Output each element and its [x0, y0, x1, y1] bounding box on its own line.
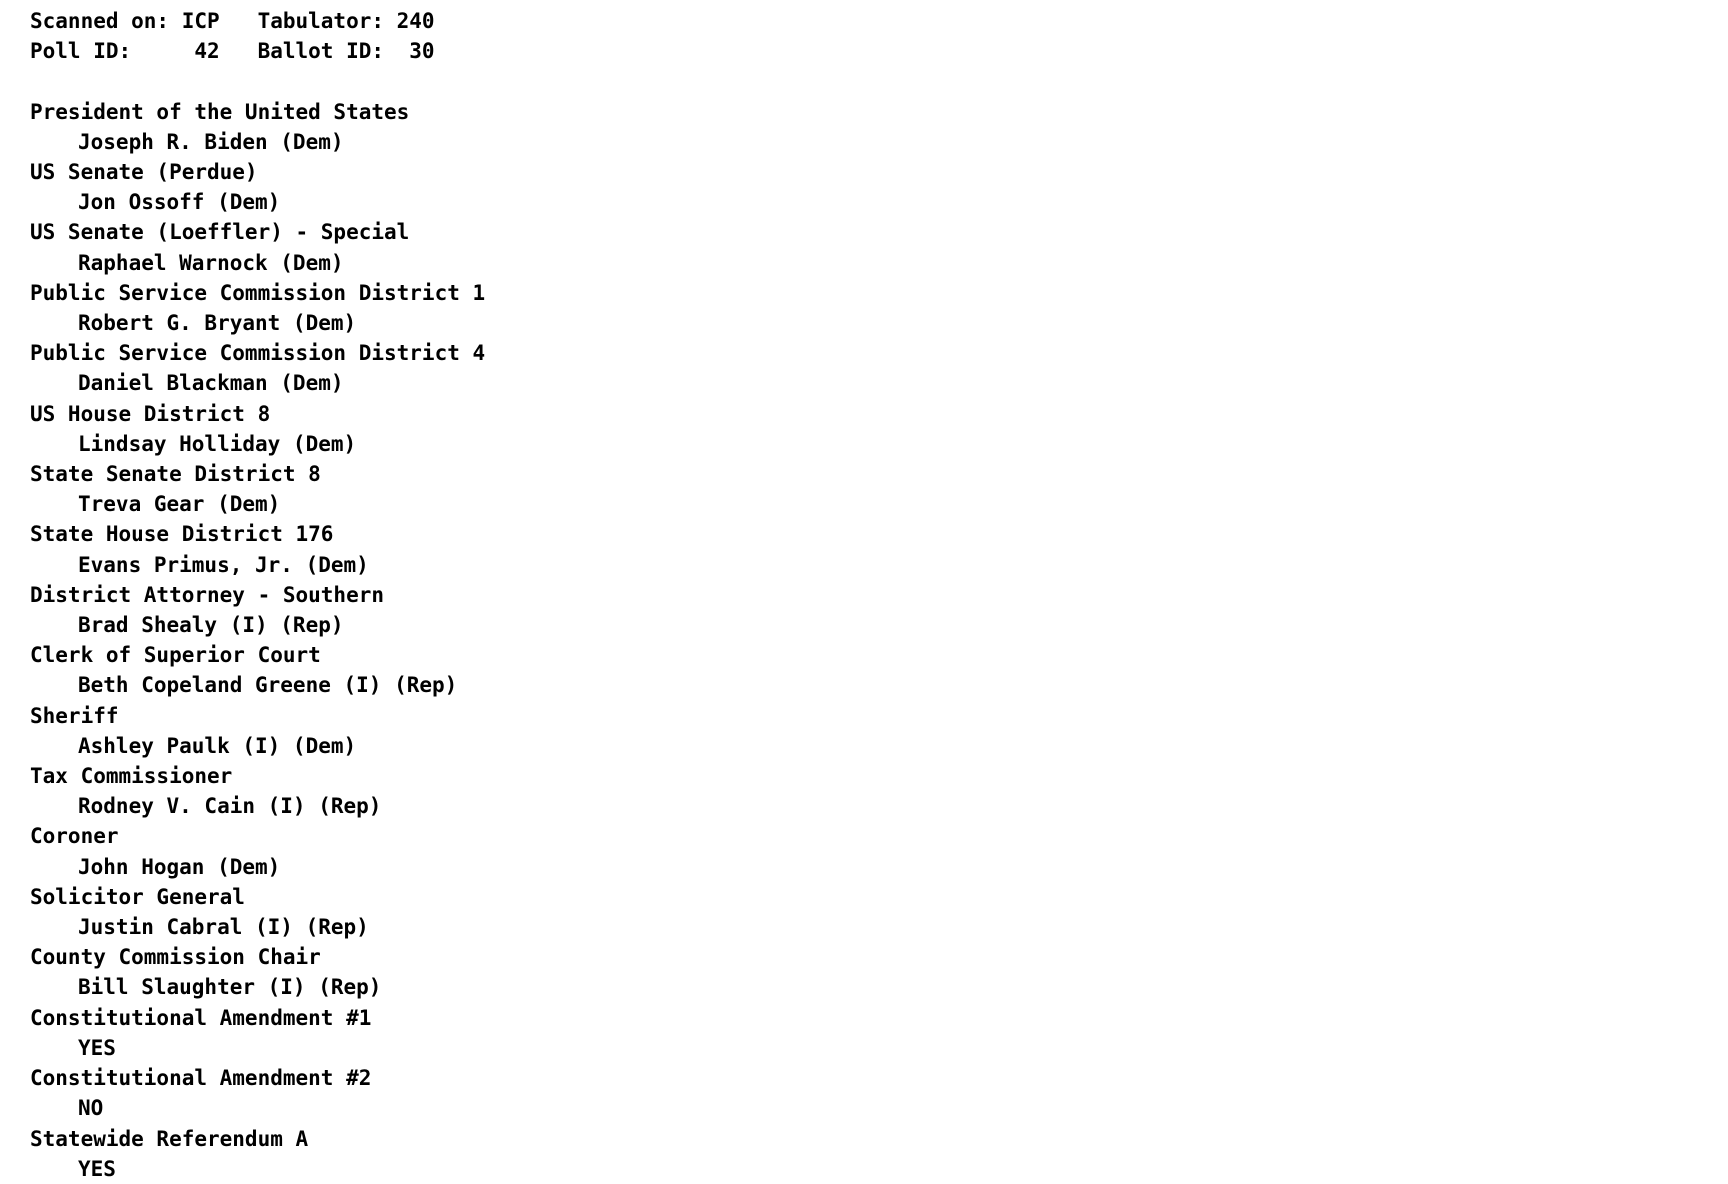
- contest-title: State Senate District 8: [30, 462, 321, 487]
- contest-choice: Bill Slaughter (I) (Rep): [78, 975, 382, 1000]
- poll-ballot-id-line: Poll ID: 42 Ballot ID: 30: [30, 39, 435, 64]
- contest-title: Coroner: [30, 824, 119, 849]
- contest-choice: Daniel Blackman (Dem): [78, 371, 344, 396]
- contest-title: President of the United States: [30, 99, 410, 124]
- contest-title: District Attorney - Southern: [30, 582, 385, 607]
- contest-title: County Commission Chair: [30, 945, 321, 970]
- contest-title: US Senate (Loeffler) - Special: [30, 220, 410, 245]
- contest-choice: YES: [78, 1156, 116, 1181]
- contest-choice: YES: [78, 1035, 116, 1060]
- contest-list: [30, 97, 1728, 1184]
- contest-choice: John Hogan (Dem): [78, 854, 281, 879]
- contest-title: Public Service Commission District 4: [30, 341, 486, 366]
- ballot-header: [30, 6, 1728, 66]
- contest-choice: Brad Shealy (I) (Rep): [78, 613, 344, 638]
- contest-title: US Senate (Perdue): [30, 160, 258, 184]
- contest-choice: Justin Cabral (I) (Rep): [78, 915, 369, 940]
- scan-info-line: Scanned on: ICP Tabulator: 240: [30, 9, 435, 33]
- contest-choice: NO: [78, 1096, 104, 1121]
- contest-title: Tax Commissioner: [30, 764, 233, 789]
- contest-title: Public Service Commission District 1: [30, 280, 486, 305]
- contest-title: Sheriff: [30, 703, 119, 728]
- contest-choice: Joseph R. Biden (Dem): [78, 129, 344, 154]
- contest-title: State House District 176: [30, 522, 334, 547]
- contest-choice: Ashley Paulk (I) (Dem): [78, 733, 357, 758]
- contest-choice: Robert G. Bryant (Dem): [78, 311, 357, 336]
- contest-title: US House District 8: [30, 401, 271, 426]
- contest-choice: Treva Gear (Dem): [78, 492, 281, 517]
- contest-choice: Rodney V. Cain (I) (Rep): [78, 794, 382, 819]
- contest-choice: Jon Ossoff (Dem): [78, 190, 281, 215]
- contest-choice: Lindsay Holliday (Dem): [78, 431, 357, 456]
- contest-choice: Beth Copeland Greene (I) (Rep): [78, 673, 458, 698]
- contest-title: Solicitor General: [30, 884, 245, 909]
- contest-choice: Raphael Warnock (Dem): [78, 250, 344, 275]
- contest-choice: Evans Primus, Jr. (Dem): [78, 552, 369, 577]
- contest-title: Clerk of Superior Court: [30, 643, 321, 668]
- contest-title: Constitutional Amendment #1: [30, 1005, 372, 1030]
- spacer: [30, 66, 1728, 96]
- contest-title: Constitutional Amendment #2: [30, 1066, 372, 1091]
- contest-title: Statewide Referendum A: [30, 1126, 309, 1151]
